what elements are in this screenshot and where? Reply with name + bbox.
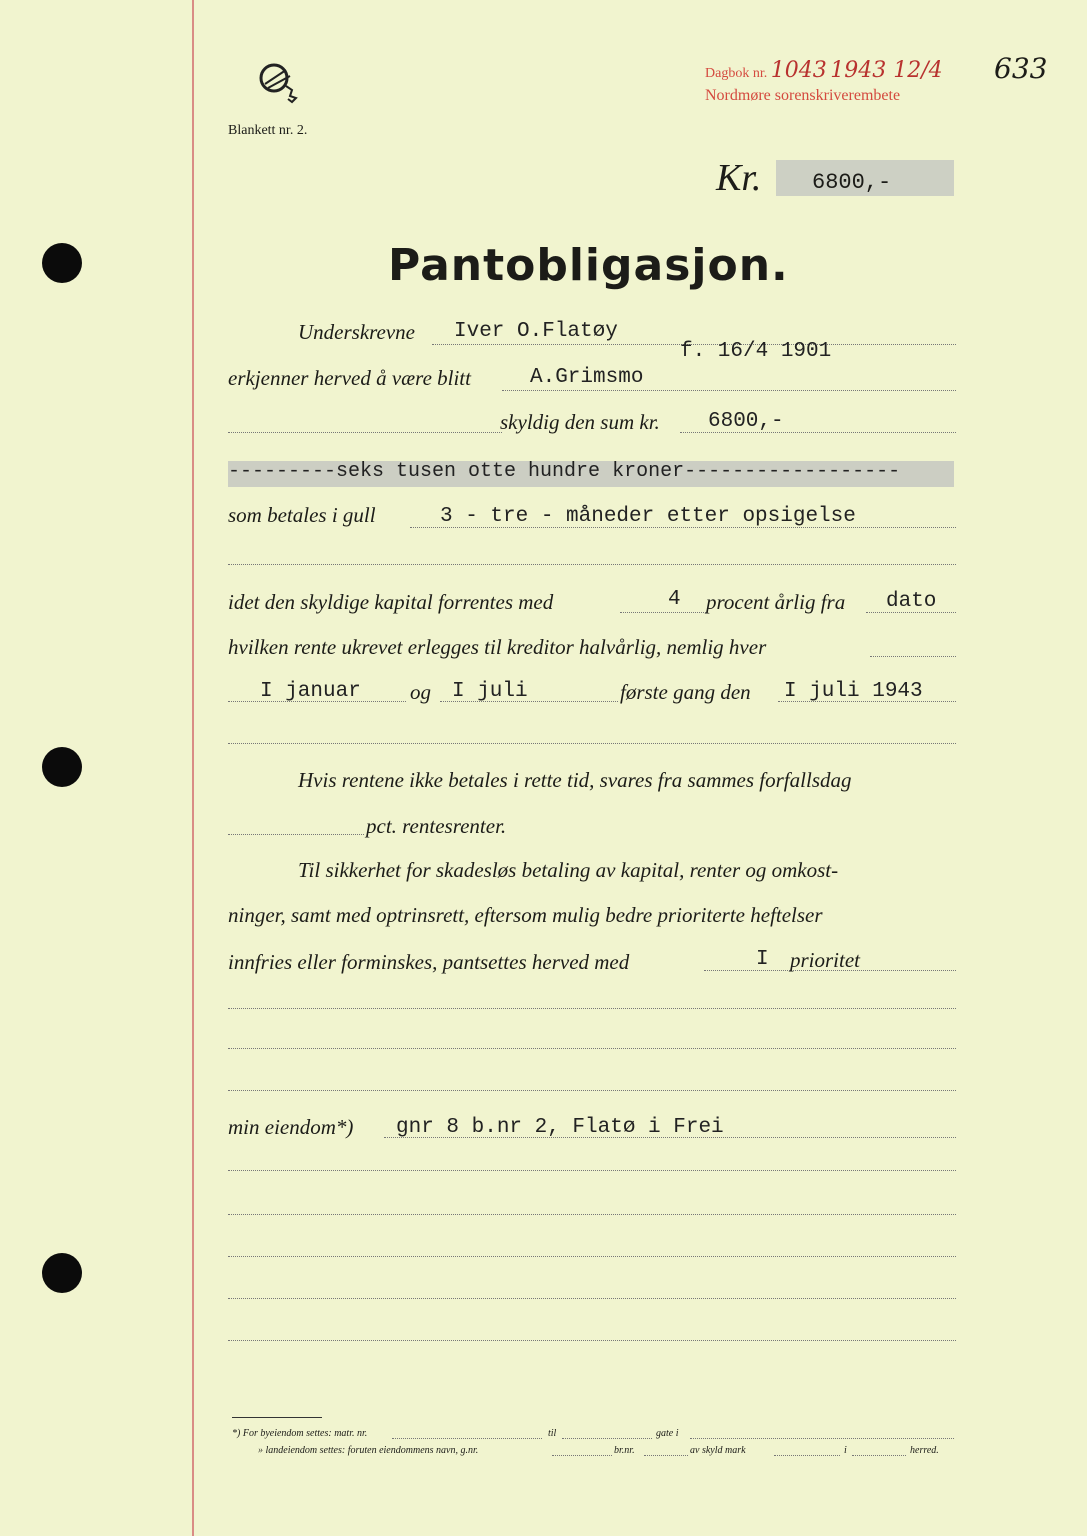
dotted-line [228, 1170, 956, 1171]
dotted-line [502, 390, 956, 391]
stamp-dagbok-date: 1943 12/4 [830, 58, 943, 83]
dotted-line [228, 701, 406, 702]
property-label: min eiendom*) [228, 1115, 354, 1139]
interest-from: dato [886, 590, 937, 613]
and-label: og [410, 680, 431, 704]
dotted-line [410, 527, 956, 528]
stamp-dagbok-label: Dagbok nr. [705, 66, 768, 81]
amount-label: Kr. [716, 157, 762, 199]
property-value: gnr 8 b.nr 2, Flatø i Frei [396, 1116, 724, 1139]
interest-label-2: procent årlig fra [706, 590, 846, 614]
undersigned-name: Iver O.Flatøy [454, 320, 618, 343]
dotted-line [562, 1438, 652, 1439]
gold-label: som betales i gull [228, 503, 376, 527]
first-date: I juli 1943 [784, 680, 923, 703]
footnote-1c: gate i [656, 1428, 679, 1439]
owes-amount: 6800,- [708, 410, 784, 433]
interest-label: idet den skyldige kapital forrentes med [228, 590, 554, 614]
punch-hole [42, 747, 82, 787]
dotted-line [690, 1438, 954, 1439]
birth-date: f. 16/4 1901 [680, 340, 832, 363]
undersigned-label: Underskrevne [298, 320, 416, 344]
dotted-line [228, 1008, 956, 1009]
footnote-1b: til [548, 1428, 557, 1439]
halfyear-label: hvilken rente ukrevet erlegges til kreditor halvårlig, nemlig hver [228, 635, 767, 659]
security-line-2: ninger, samt med optrinsrett, eftersom mulig bedre prioriterte heftelser [228, 903, 823, 927]
amount-value: 6800,- [812, 170, 892, 195]
footnote-2d: i [844, 1445, 847, 1456]
dotted-line [680, 432, 956, 433]
pct-label: pct. rentesrenter. [366, 814, 507, 838]
form-label: Blankett nr. 2. [228, 123, 308, 138]
priority-label: prioritet [790, 948, 861, 972]
security-line-1: Til sikkerhet for skadesløs betaling av kapital, renter og omkost- [298, 858, 839, 882]
creditor-name: A.Grimsmo [530, 366, 644, 389]
gold-terms: 3 - tre - måneder etter opsigelse [440, 505, 856, 528]
dotted-line [228, 1048, 956, 1049]
acknowledges-label: erkjenner herved å være blitt [228, 366, 471, 390]
payment-date-2: I juli [452, 680, 528, 703]
dotted-line [228, 1214, 956, 1215]
dotted-line [228, 1256, 956, 1257]
dotted-line [228, 1298, 956, 1299]
footnote-1a: *) For byeiendom settes: matr. nr. [232, 1428, 368, 1439]
margin-line [192, 0, 194, 1536]
priority-value: I [756, 948, 769, 971]
stamp-office: Nordmøre sorenskriverembete [705, 87, 901, 104]
dotted-line [866, 612, 956, 613]
dotted-line [774, 1455, 840, 1456]
first-label: første gang den [620, 680, 751, 704]
dotted-line [228, 834, 364, 835]
late-interest-text: Hvis rentene ikke betales i rette tid, svares fra sammes forfallsdag [298, 768, 852, 792]
dotted-line [870, 656, 956, 657]
security-line-3: innfries eller forminskes, pantsettes herved med [228, 950, 630, 974]
dotted-line [620, 612, 706, 613]
dotted-line [228, 564, 956, 565]
dotted-line [778, 701, 956, 702]
dotted-line [852, 1455, 906, 1456]
footnote-rule [232, 1417, 322, 1418]
dotted-line [552, 1455, 612, 1456]
punch-hole [42, 1253, 82, 1293]
dotted-line [228, 1090, 956, 1091]
dotted-line [228, 1340, 956, 1341]
punch-hole [42, 243, 82, 283]
owes-label: skyldig den sum kr. [500, 410, 660, 434]
footnote-2b: br.nr. [614, 1445, 635, 1456]
amount-in-words: ---------seks tusen otte hundre kroner------------------ [228, 460, 901, 483]
interest-rate: 4 [668, 588, 681, 611]
page-number: 633 [994, 52, 1048, 85]
footnote-2a: » landeiendom settes: foruten eiendommens navn, g.nr. [258, 1445, 479, 1456]
document-title: Pantobligasjon. [388, 240, 789, 291]
dotted-line [228, 432, 502, 433]
dotted-line [384, 1137, 956, 1138]
footnote-2e: herred. [910, 1445, 939, 1456]
dotted-line [392, 1438, 542, 1439]
dotted-line [440, 701, 618, 702]
stamp-dagbok-number: 1043 [770, 58, 827, 83]
dotted-line [644, 1455, 688, 1456]
dotted-line [228, 743, 956, 744]
emblem-icon [256, 58, 304, 106]
payment-date-1: I januar [260, 680, 361, 703]
footnote-2c: av skyld mark [690, 1445, 746, 1456]
